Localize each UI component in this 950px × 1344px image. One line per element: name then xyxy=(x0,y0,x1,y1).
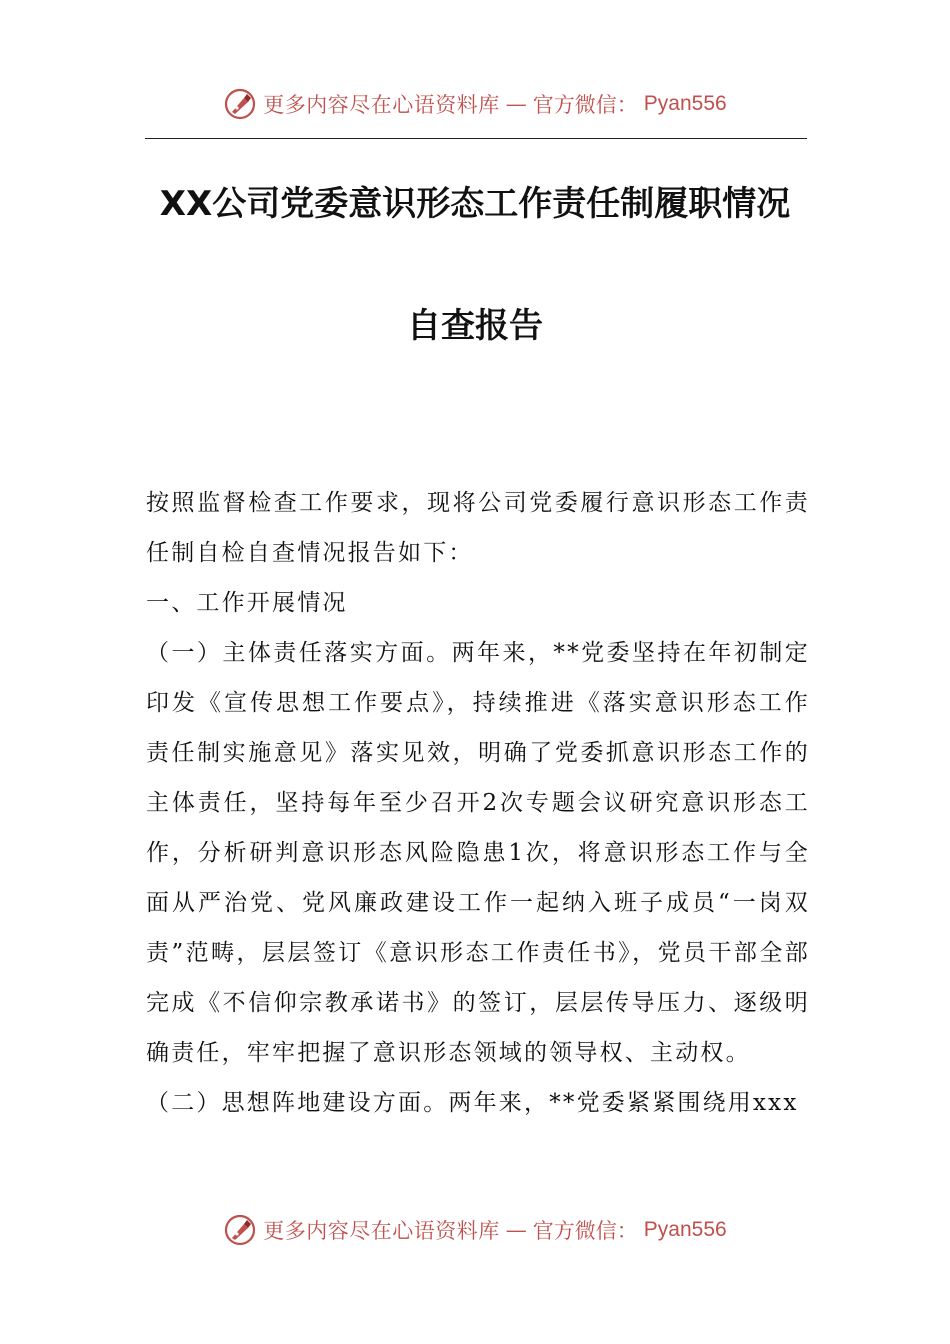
footer-banner-separator: — xyxy=(505,1218,527,1242)
footer-banner-text: 更多内容尽在心语资料库 xyxy=(263,1219,500,1243)
header-banner-separator: — xyxy=(505,92,527,116)
section-heading: 一、工作开展情况 xyxy=(146,590,348,616)
pen-nib-logo-icon xyxy=(223,1213,257,1247)
footer-banner-wechat-label: 官方微信： xyxy=(532,1219,638,1243)
header-watermark-banner xyxy=(0,86,950,122)
document-body xyxy=(146,478,810,1128)
header-banner-wechat-id: Pyan556 xyxy=(643,92,727,115)
paragraph-2: （二）思想阵地建设方面。两年来，**党委紧紧围绕用xxx xyxy=(146,1090,799,1116)
footer-banner-wechat-id: Pyan556 xyxy=(643,1218,727,1241)
intro-paragraph: 按照监督检查工作要求，现将公司党委履行意识形态工作责任制自检自查情况报告如下： xyxy=(146,490,810,566)
pen-nib-logo-icon xyxy=(223,87,257,121)
header-banner-wechat-label: 官方微信： xyxy=(532,93,638,117)
document-title-line2: 自查报告 xyxy=(407,306,543,346)
header-divider xyxy=(145,138,807,139)
paragraph-1: （一）主体责任落实方面。两年来，**党委坚持在年初制定印发《宣传思想工作要点》，持续推进《落实意识形态工作责任制实施意见》落实见效，明确了党委抓意识形态工作的主体责任，坚持每年至少召开2次专题会议研究意识形态工作，分析研判意识形态风险隐患1次，将意识形态工作与全面从严治党、党风廉政建设工作一起纳入班子成员“一岗双责”范畴，层层签订《意识形态工作责任书》，党员干部全部完成《不信仰宗教承诺书》的签订，层层传导压力、逐级明确责任，牢牢把握了意识形态领域的领导权、主动权。 xyxy=(146,640,810,1066)
header-banner-text: 更多内容尽在心语资料库 xyxy=(263,93,500,117)
footer-watermark-banner xyxy=(0,1212,950,1248)
document-title-line1: XX公司党委意识形态工作责任制履职情况 xyxy=(159,184,791,224)
